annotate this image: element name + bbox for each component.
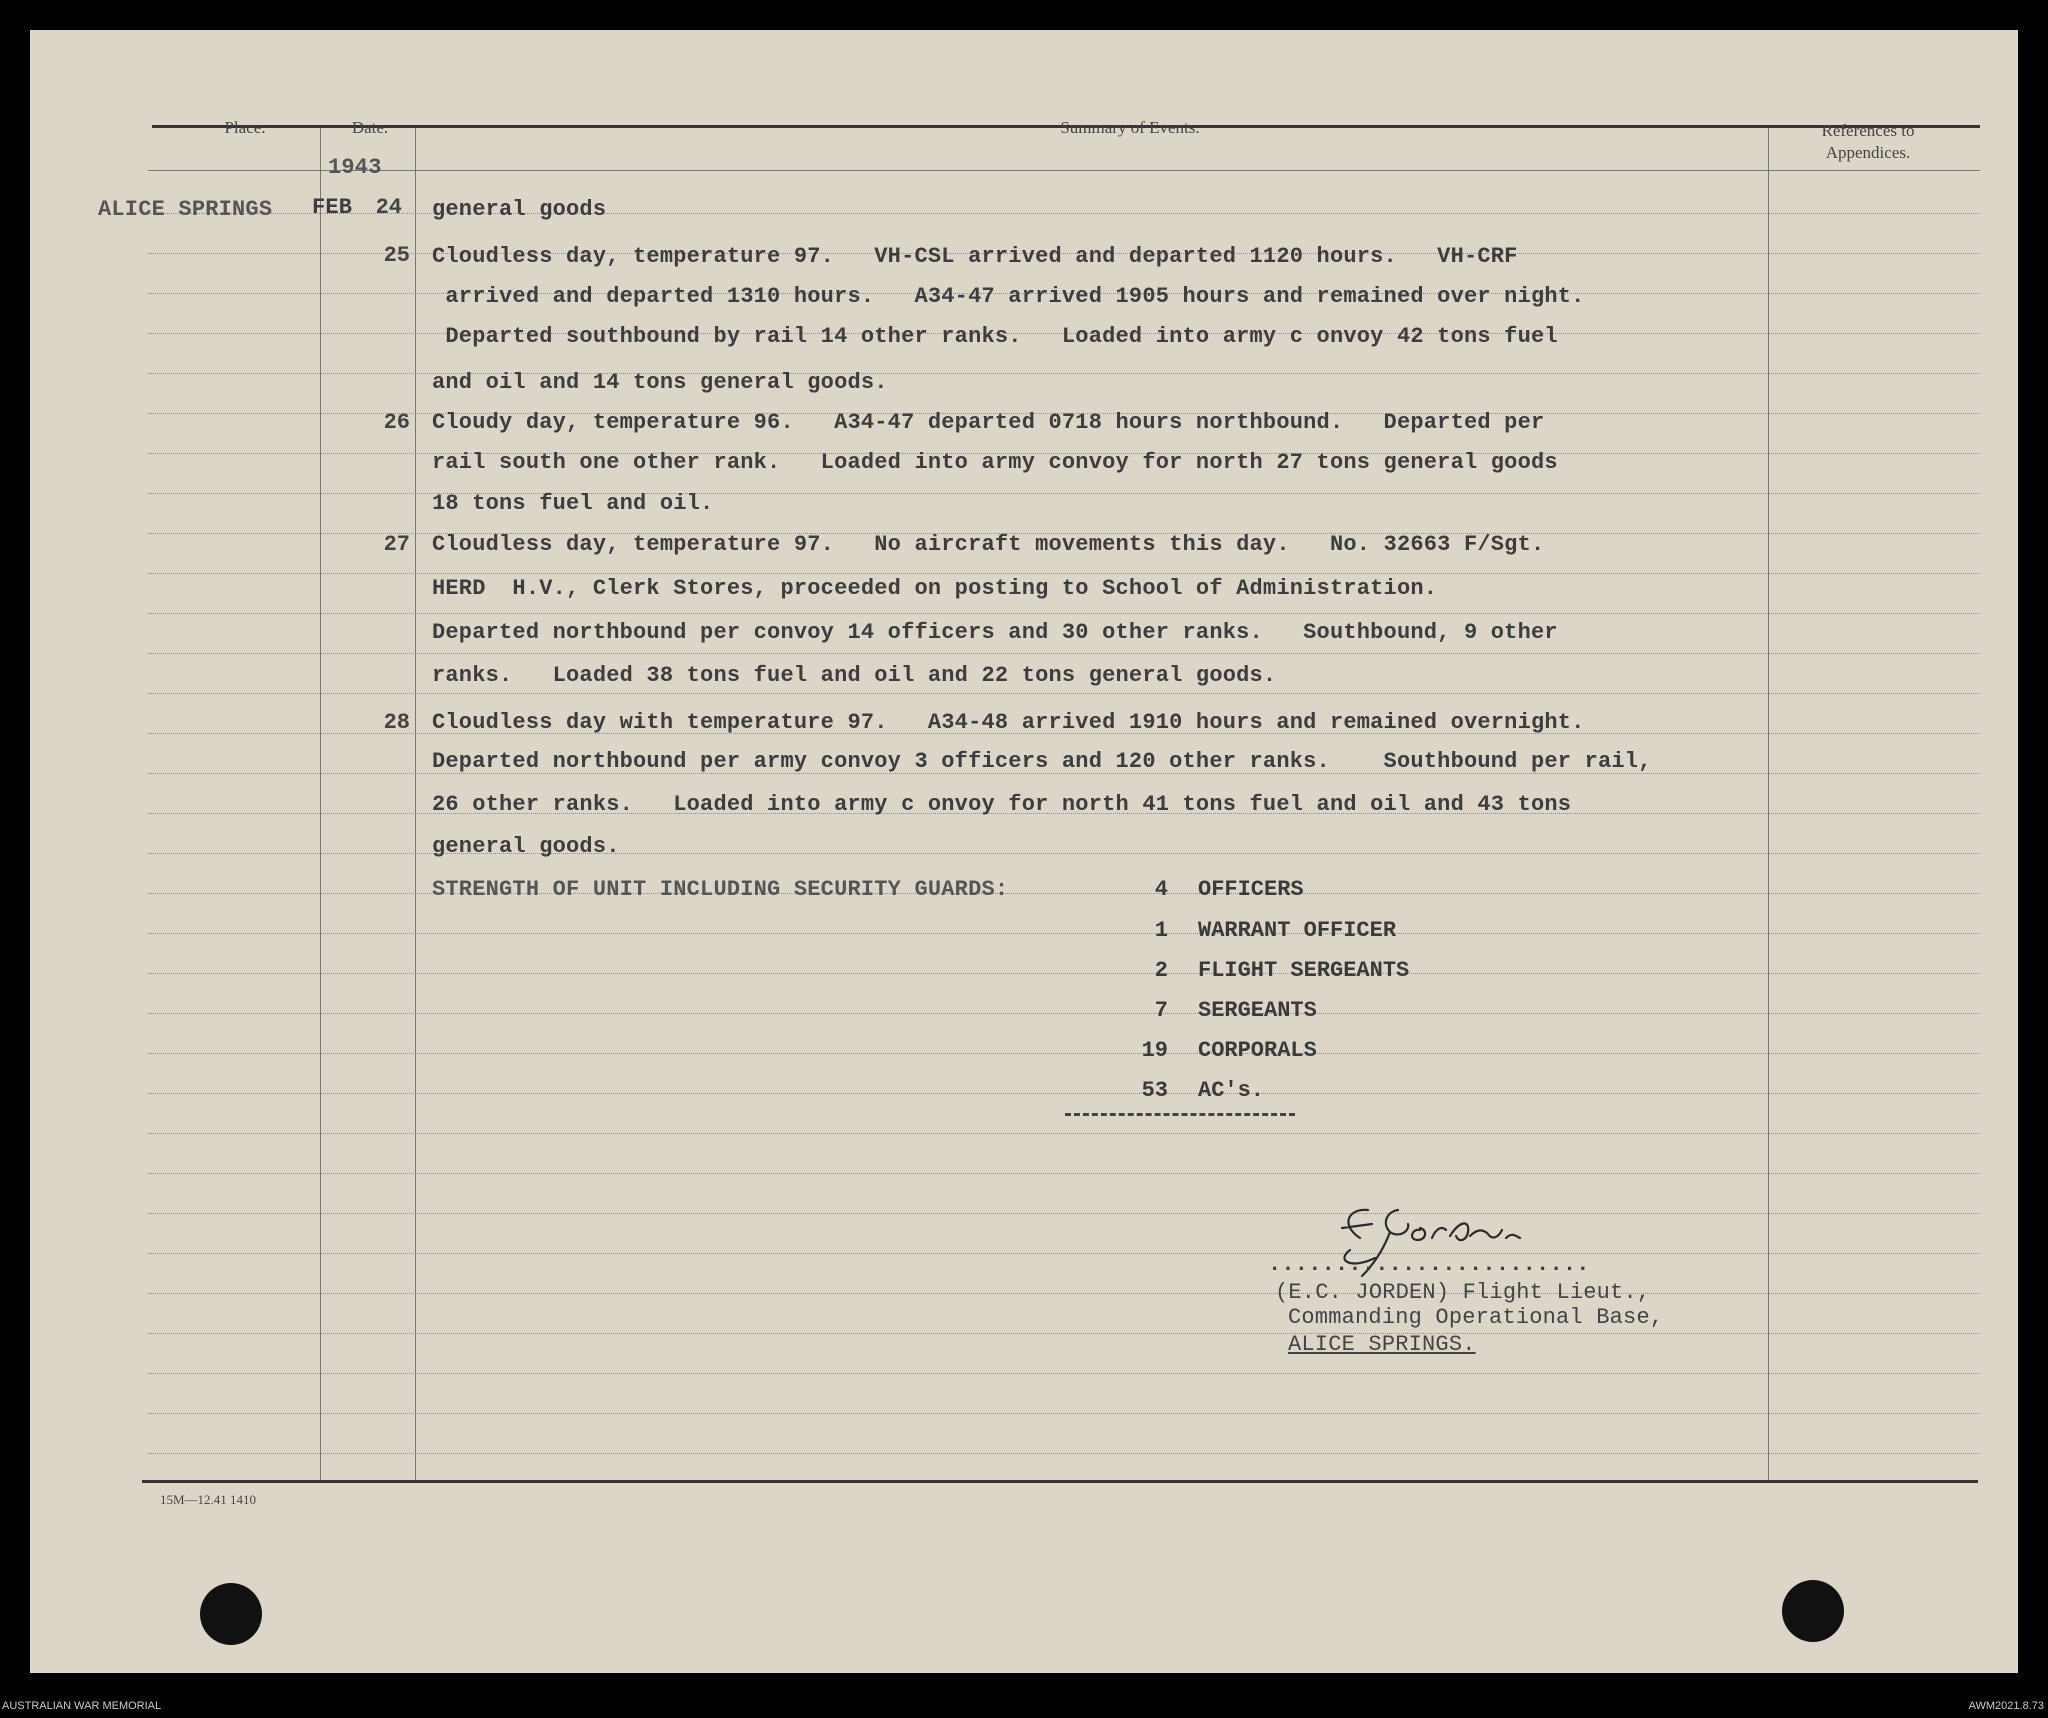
day-28: 28: [383, 710, 410, 735]
entry-line: general goods: [432, 197, 607, 222]
strength-count: 7: [1154, 998, 1168, 1023]
entry-line: HERD H.V., Clerk Stores, proceeded on posting to School of Administration.: [432, 576, 1438, 601]
punch-hole-right: [1782, 1580, 1844, 1642]
archive-reference: AWM2021.8.73: [1968, 1700, 2044, 1712]
date-summary-divider: [415, 128, 416, 1480]
archive-credit: AUSTRALIAN WAR MEMORIAL: [2, 1700, 162, 1712]
place-entry: ALICE SPRINGS: [98, 197, 273, 222]
entry-line: arrived and departed 1310 hours. A34-47 arrived 1905 hours and remained over night.: [432, 284, 1585, 309]
day-27: 27: [383, 532, 410, 557]
entry-line: 18 tons fuel and oil.: [432, 491, 714, 516]
strength-count: 4: [1154, 877, 1168, 902]
day-26: 26: [383, 410, 410, 435]
entry-line: ranks. Loaded 38 tons fuel and oil and 22 tons general goods.: [432, 663, 1277, 688]
strength-count: 19: [1141, 1038, 1168, 1063]
header-references: References to Appendices.: [1821, 121, 1915, 162]
form-code: 15M—12.41 1410: [160, 1492, 257, 1507]
place-date-divider: [320, 128, 321, 1480]
bottom-rule: [142, 1480, 1978, 1483]
signature-dots: ........................: [1268, 1252, 1590, 1277]
header-summary: Summary of Events.: [1060, 118, 1200, 137]
strength-count: 2: [1154, 958, 1168, 983]
signatory-location: ALICE SPRINGS.: [1288, 1332, 1476, 1357]
strength-rank: AC's.: [1198, 1078, 1265, 1103]
summary-references-divider: [1768, 128, 1769, 1480]
entry-line: and oil and 14 tons general goods.: [432, 370, 888, 395]
strength-rank: CORPORALS: [1198, 1038, 1317, 1063]
entry-line: Departed northbound per convoy 14 officers and 30 other ranks. Southbound, 9 other: [432, 620, 1558, 645]
entry-line: general goods.: [432, 834, 620, 859]
strength-rank: FLIGHT SERGEANTS: [1198, 958, 1410, 983]
entry-line: Departed southbound by rail 14 other ranks. Loaded into army c onvoy 42 tons fuel: [432, 324, 1558, 349]
entry-line: rail south one other rank. Loaded into army convoy for north 27 tons general goods: [432, 450, 1558, 475]
month: FEB: [312, 195, 353, 220]
entry-line: Departed northbound per army convoy 3 officers and 120 other ranks. Southbound per rail,: [432, 749, 1652, 774]
header-place: Place.: [224, 118, 266, 137]
strength-rank: SERGEANTS: [1198, 998, 1317, 1023]
entry-line: Cloudy day, temperature 96. A34-47 departed 0718 hours northbound. Departed per: [432, 410, 1545, 435]
strength-title: STRENGTH OF UNIT INCLUDING SECURITY GUARDS:: [432, 877, 1009, 902]
war-diary-page: [30, 30, 2018, 1673]
entry-line: 26 other ranks. Loaded into army c onvoy for north 41 tons fuel and oil and 43 tons: [432, 792, 1572, 817]
total-underline: [1065, 1113, 1295, 1116]
day-25: 25: [383, 243, 410, 268]
strength-rank: WARRANT OFFICER: [1198, 918, 1397, 943]
strength-count: 1: [1154, 918, 1168, 943]
punch-hole-left: [200, 1583, 262, 1645]
signatory-name: (E.C. JORDEN) Flight Lieut.,: [1275, 1280, 1651, 1305]
entry-line: Cloudless day, temperature 97. No aircraft movements this day. No. 32663 F/Sgt.: [432, 532, 1545, 557]
entry-line: Cloudless day with temperature 97. A34-48 arrived 1910 hours and remained overnight.: [432, 710, 1585, 735]
strength-count: 53: [1141, 1078, 1168, 1103]
day-24: 24: [375, 195, 402, 220]
entry-line: Cloudless day, temperature 97. VH-CSL arrived and departed 1120 hours. VH-CRF: [432, 244, 1518, 269]
signatory-role: Commanding Operational Base,: [1288, 1305, 1664, 1330]
strength-rank: OFFICERS: [1198, 877, 1304, 902]
header-date: Date.: [351, 118, 389, 137]
header-underline: [148, 170, 1980, 171]
year: 1943: [328, 155, 382, 180]
